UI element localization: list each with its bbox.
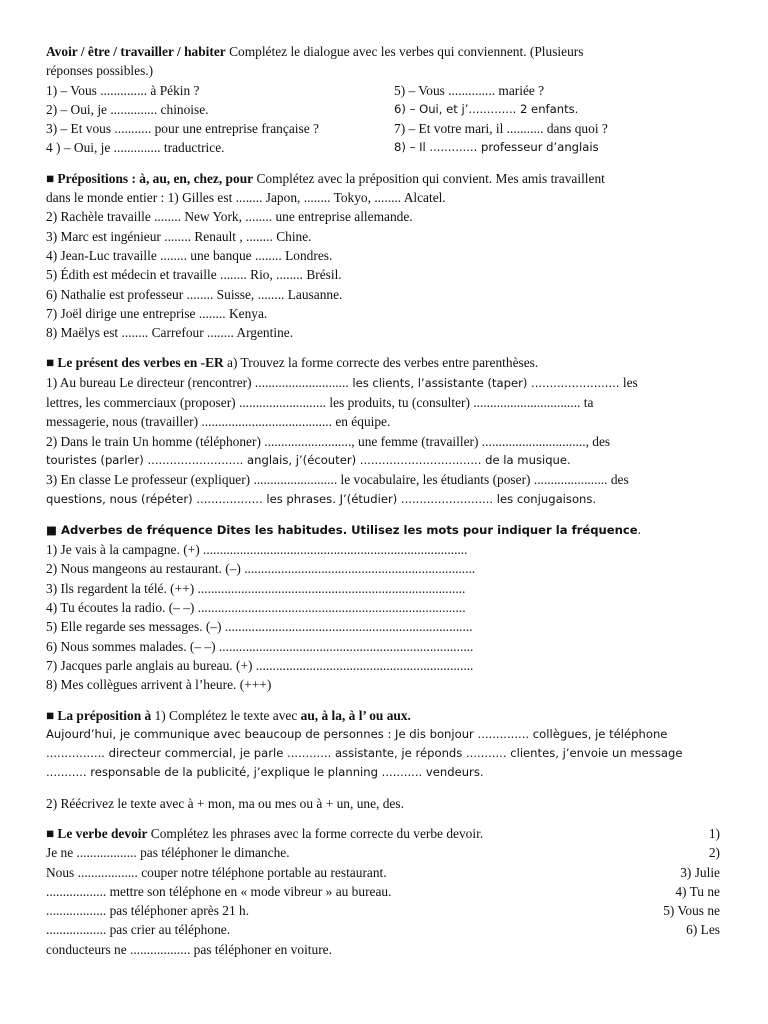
- ex4-line-6: 6) Nous sommes malades. (– –) ............................................................................: [46, 638, 474, 654]
- ex4-line-5: 5) Elle regarde ses messages. (–) ..........................................................................: [46, 619, 473, 635]
- ex3-line-5: touristes (parler) .......................... anglais, j’(écouter) ................................. de la musique.: [46, 452, 571, 467]
- ex1-title: Avoir / être / travailler / habiter: [46, 44, 226, 59]
- ex6-line-2: Nous .................. couper notre téléphone portable au restaurant.: [46, 864, 387, 880]
- ex6-row: [46, 843, 720, 862]
- ex3-line-7: questions, nous (répéter) .................. les phrases. J’(étudier) ......................... les conjugaisons.: [46, 491, 597, 506]
- ex4-line-3: 3) Ils regardent la télé. (++) ................................................................................: [46, 580, 466, 596]
- ex4-line-8: 8) Mes collègues arrivent à l’heure. (+++): [46, 677, 272, 693]
- ex6-num-1: 1): [708, 825, 720, 841]
- ex5-title: ■ La préposition à: [46, 707, 152, 723]
- ex3-line-4: 2) Dans le train Un homme (téléphoner) .........................., une femme (travailler) ..............................., des: [46, 433, 611, 449]
- ex1-item-2: 2) – Oui, je .............. chinoise.: [46, 101, 209, 117]
- ex4-line-4: 4) Tu écoutes la radio. (– –) ................................................................................: [46, 600, 466, 616]
- ex1-row: [46, 81, 720, 100]
- ex5-instruction: 1) Complétez le texte avec: [151, 707, 301, 723]
- ex6-row: [46, 863, 720, 882]
- ex3-line-1-part-c: les: [619, 374, 638, 390]
- ex1-item-3: 3) – Et vous ........... pour une entreprise française ?: [46, 121, 319, 137]
- ex6-instruction: Complétez les phrases avec la forme correcte du verbe devoir.: [147, 825, 484, 841]
- ex3-line-3: messagerie, nous (travailler) ....................................... en équipe.: [46, 414, 391, 430]
- ex2-line-3: 3) Marc est ingénieur ........ Renault , ........ Chine.: [46, 228, 312, 244]
- ex2-heading: [46, 169, 720, 188]
- ex1-item-6: 6) – Oui, et j’............. 2 enfants.: [394, 101, 579, 116]
- ex6-num-5: 5) Vous ne: [663, 903, 720, 919]
- ex1-item-7: 7) – Et votre mari, il ........... dans quoi ?: [394, 121, 608, 137]
- ex5-line-2: ................ directeur commercial, je parle ............ assistante, je réponds ........... clientes, j’envoie un message: [46, 746, 683, 761]
- ex2-line-7: 7) Joël dirige une entreprise ........ Kenya.: [46, 305, 268, 321]
- ex5-line-1: Aujourd’hui, je communique avec beaucoup de personnes : Je dis bonjour .............. collègues, je téléphone: [46, 726, 668, 741]
- ex3-heading: [46, 353, 720, 372]
- ex6-line-5: .................. pas crier au téléphone.: [46, 922, 231, 938]
- ex6-num-3: 3) Julie: [680, 864, 720, 880]
- ex1-item-4: 4 ) – Oui, je .............. traductrice.: [46, 140, 225, 156]
- ex5-instruction-bold: au, à la, à l’ ou aux.: [300, 707, 411, 723]
- ex4-line-7: 7) Jacques parle anglais au bureau. (+) .................................................................: [46, 657, 474, 673]
- ex6-num-6: 6) Les: [686, 922, 720, 938]
- ex3-title: ■ Le présent des verbes en -ER: [46, 355, 224, 371]
- ex1-heading: [46, 42, 720, 61]
- ex3-line-1-part-a: 1) Au bureau Le directeur (rencontrer) ............................: [46, 374, 349, 390]
- ex6-line-3: .................. mettre son téléphone en « mode vibreur » au bureau.: [46, 883, 392, 899]
- ex1-item-1: 1) – Vous .............. à Pékin ?: [46, 82, 200, 98]
- ex1-item-5: 5) – Vous .............. mariée ?: [394, 82, 545, 98]
- worksheet: [46, 42, 720, 959]
- ex3-line-6: 3) En classe Le professeur (expliquer) ......................... le vocabulaire, les étudiants (poser) ...................... des: [46, 472, 629, 488]
- ex2-line-5: 5) Édith est médecin et travaille ........ Rio, ........ Brésil.: [46, 267, 342, 283]
- ex4-heading: [46, 520, 720, 540]
- ex5-line-3: ........... responsable de la publicité, j’explique le planning ........... vendeurs.: [46, 765, 484, 780]
- ex6-row: [46, 920, 720, 939]
- ex2-instruction: Complétez avec la préposition qui convient. Mes amis travaillent: [253, 170, 605, 186]
- ex4-title-end: .: [637, 521, 642, 537]
- ex1-instruction: Complétez le dialogue avec les verbes qui conviennent. (Plusieurs: [225, 44, 584, 59]
- ex3-line-1-part-b: les clients, l’assistante (taper) ........................: [348, 375, 620, 390]
- ex3-line-1: [46, 373, 720, 393]
- ex4-title: ■ Adverbes de fréquence Dites les habitudes. Utilisez les mots pour indiquer la fréquence: [46, 522, 638, 537]
- ex2-line-2: 2) Rachèle travaille ........ New York, ........ une entreprise allemande.: [46, 209, 413, 225]
- ex3-instruction: a) Trouvez la forme correcte des verbes entre parenthèses.: [223, 355, 539, 371]
- ex6-line-6: conducteurs ne .................. pas téléphoner en voiture.: [46, 941, 332, 957]
- ex3-line-2: lettres, les commerciaux (proposer) .......................... les produits, tu (consulter) ................................ ta: [46, 395, 594, 411]
- ex6-row: [46, 901, 720, 920]
- ex1-row: [46, 100, 720, 119]
- ex6-heading: [46, 824, 720, 843]
- ex6-title: ■ Le verbe devoir: [46, 825, 148, 841]
- ex6-row: [46, 882, 720, 901]
- ex4-line-2: 2) Nous mangeons au restaurant. (–) .....................................................................: [46, 561, 476, 577]
- ex1-row: [46, 119, 720, 138]
- ex5-heading: [46, 706, 720, 725]
- ex2-line-1: dans le monde entier : 1) Gilles est ........ Japon, ........ Tokyo, ........ Alcatel.: [46, 190, 446, 206]
- ex6-line-1: Je ne .................. pas téléphoner le dimanche.: [46, 845, 290, 861]
- ex2-line-8: 8) Maëlys est ........ Carrefour ........ Argentine.: [46, 325, 294, 341]
- ex1-row: [46, 138, 720, 157]
- ex6-num-2: 2): [708, 845, 720, 861]
- ex6-num-4: 4) Tu ne: [675, 883, 720, 899]
- ex6-line-4: .................. pas téléphoner après 21 h.: [46, 903, 250, 919]
- ex5-line-4: 2) Réécrivez le texte avec à + mon, ma ou mes ou à + un, une, des.: [46, 795, 404, 811]
- ex4-line-1: 1) Je vais à la campagne. (+) ...............................................................................: [46, 542, 468, 558]
- ex2-title: ■ Prépositions : à, au, en, chez, pour: [46, 170, 254, 186]
- ex2-line-4: 4) Jean-Luc travaille ........ une banque ........ Londres.: [46, 247, 333, 263]
- ex2-line-6: 6) Nathalie est professeur ........ Suisse, ........ Lausanne.: [46, 286, 343, 302]
- ex1-instruction-cont: réponses possibles.): [46, 63, 154, 79]
- ex1-item-8: 8) – Il ............. professeur d’anglais: [394, 140, 599, 155]
